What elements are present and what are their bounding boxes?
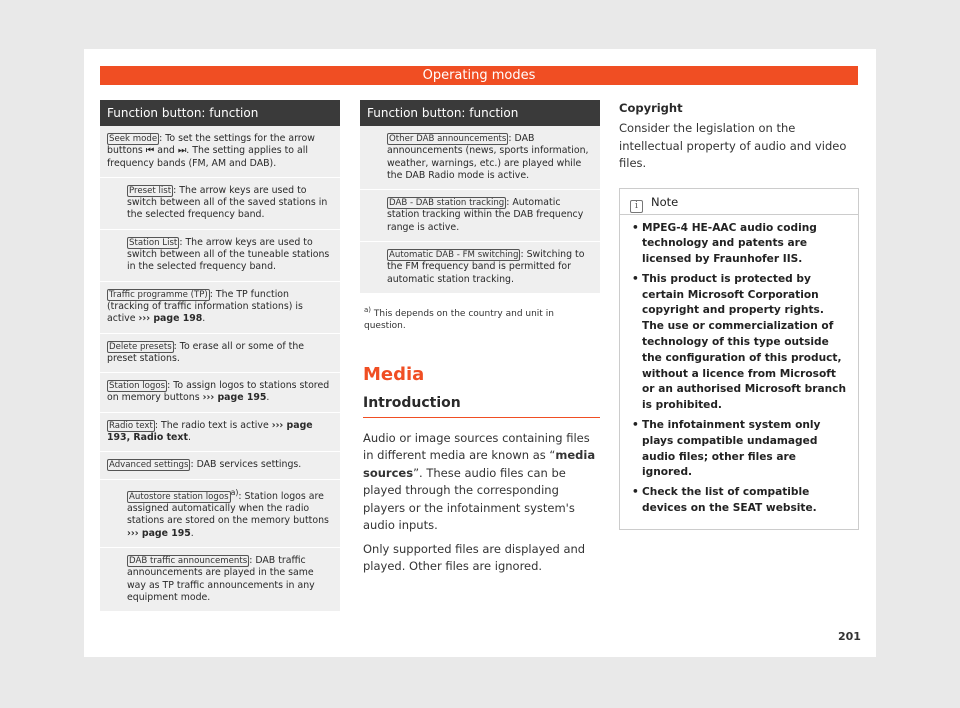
row-text: : To assign logos to stations stored on memory buttons	[107, 380, 330, 404]
column-3	[619, 100, 859, 530]
footnote-text: This depends on the country and unit in question.	[364, 308, 554, 331]
row-tail: .	[266, 392, 270, 404]
row-text: : DAB services settings.	[190, 459, 302, 471]
function-button-label: Advanced settings	[109, 460, 189, 471]
info-icon: i	[630, 200, 643, 213]
note-item: • This product is protected by certain Microsoft Corporation copyright and property rights. The use or commercialization of technology of this type outside the configuration of this product, without a licence from Microsoft or an authorised Microsoft branch is prohibited.	[632, 272, 846, 414]
function-button-label: DAB traffic announcements	[129, 555, 248, 566]
row-tail: .	[190, 527, 194, 539]
row-tail: .	[187, 432, 191, 444]
footnote-ref: a)	[230, 487, 239, 497]
table-row	[100, 282, 340, 334]
page-number: 201	[838, 630, 861, 643]
p1-text-c: ”. These audio files can be played through the corresponding players or the infotainment system's audio inputs.	[363, 465, 575, 533]
p1-term: media sources	[363, 448, 596, 480]
table-row	[360, 242, 600, 294]
table-row	[100, 230, 340, 282]
table-row	[360, 126, 600, 190]
note-body	[620, 215, 858, 529]
row-text: : The TP function (tracking of traffic information stations) is active	[107, 288, 303, 325]
page-reference: ››› page 198	[138, 313, 203, 325]
p1-text-a: Audio or image sources containing files in different media are known as “	[363, 430, 590, 463]
function-button-label: Delete presets	[109, 341, 172, 352]
row-text: : Station logos are assigned automatically when the radio stations are stored on the memory buttons	[127, 490, 329, 527]
row-tail: .	[202, 313, 206, 325]
table-heading: Function button: function	[100, 100, 340, 126]
page-reference: ››› page 193, Radio text	[107, 419, 313, 444]
function-button-label: Autostore station logos	[129, 491, 229, 502]
function-table-1	[100, 100, 340, 612]
row-text: : DAB traffic announcements are played in the same way as TP traffic announcements in any equipment mode.	[127, 554, 315, 603]
page-reference: ››› page 195	[127, 527, 191, 539]
note-box	[619, 188, 859, 530]
function-button-label: Preset list	[129, 185, 172, 196]
function-button-label: Radio text	[109, 420, 153, 431]
copyright-heading: Copyright	[619, 101, 683, 115]
row-text: : DAB announcements (news, sports information, weather, warnings, etc.) are played while the DAB Radio mode is active.	[387, 133, 589, 181]
function-button-label: DAB - DAB station tracking	[389, 198, 505, 209]
function-button-label: Traffic programme (TP)	[109, 289, 208, 300]
table-row	[100, 413, 340, 453]
table-row	[100, 480, 340, 548]
note-header	[620, 189, 858, 215]
table-row	[100, 452, 340, 479]
note-item: • Check the list of compatible devices on the SEAT website.	[632, 485, 846, 517]
table-row	[100, 548, 340, 612]
table-heading: Function button: function	[360, 100, 600, 126]
function-button-label: Station List	[129, 237, 178, 248]
row-text: : The arrow keys are used to switch between all of the saved stations in the selected frequency band.	[127, 184, 328, 221]
media-paragraph-2: Only supported files are displayed and played. Other files are ignored.	[363, 541, 586, 574]
section-header: Operating modes	[100, 66, 858, 85]
footnote-mark: a)	[364, 305, 372, 314]
table-row	[100, 373, 340, 413]
row-text: : Automatic station tracking within the DAB frequency range is active.	[387, 197, 584, 233]
note-label: Note	[651, 194, 679, 209]
row-text: : To erase all or some of the preset stations.	[107, 340, 305, 364]
table-row	[100, 126, 340, 178]
note-item: • MPEG-4 HE-AAC audio coding technology and patents are licensed by Fraunhofer IIS.	[632, 221, 846, 268]
table-row	[100, 334, 340, 374]
function-button-label: Station logos	[109, 381, 166, 392]
copyright-text: Consider the legislation on the intellectual property of audio and video files.	[619, 121, 847, 170]
media-paragraph-1	[363, 430, 600, 535]
footnote	[360, 294, 600, 332]
table-row	[360, 190, 600, 242]
row-text: : To set the settings for the arrow buttons ⏮ and ⏭. The setting applies to all frequency bands (FM, AM and DAB).	[107, 133, 315, 169]
note-item: • The infotainment system only plays compatible undamaged audio files; other files are ignored.	[632, 418, 846, 481]
column-2	[360, 100, 600, 576]
row-text: : The arrow keys are used to switch between all of the tuneable stations in the selected frequency band.	[127, 236, 330, 273]
function-table-2	[360, 100, 600, 294]
function-button-label: Other DAB announcements	[389, 134, 507, 144]
function-button-label: Seek mode	[109, 134, 158, 144]
row-text: : The radio text is active	[154, 419, 272, 431]
page-reference: ››› page 195	[202, 392, 267, 404]
row-text: : Switching to the FM frequency band is permitted for automatic station tracking.	[387, 249, 585, 285]
introduction-heading: Introduction	[363, 395, 600, 418]
table-row	[100, 178, 340, 230]
function-button-label: Automatic DAB - FM switching	[389, 250, 519, 261]
media-heading: Media	[363, 363, 425, 385]
